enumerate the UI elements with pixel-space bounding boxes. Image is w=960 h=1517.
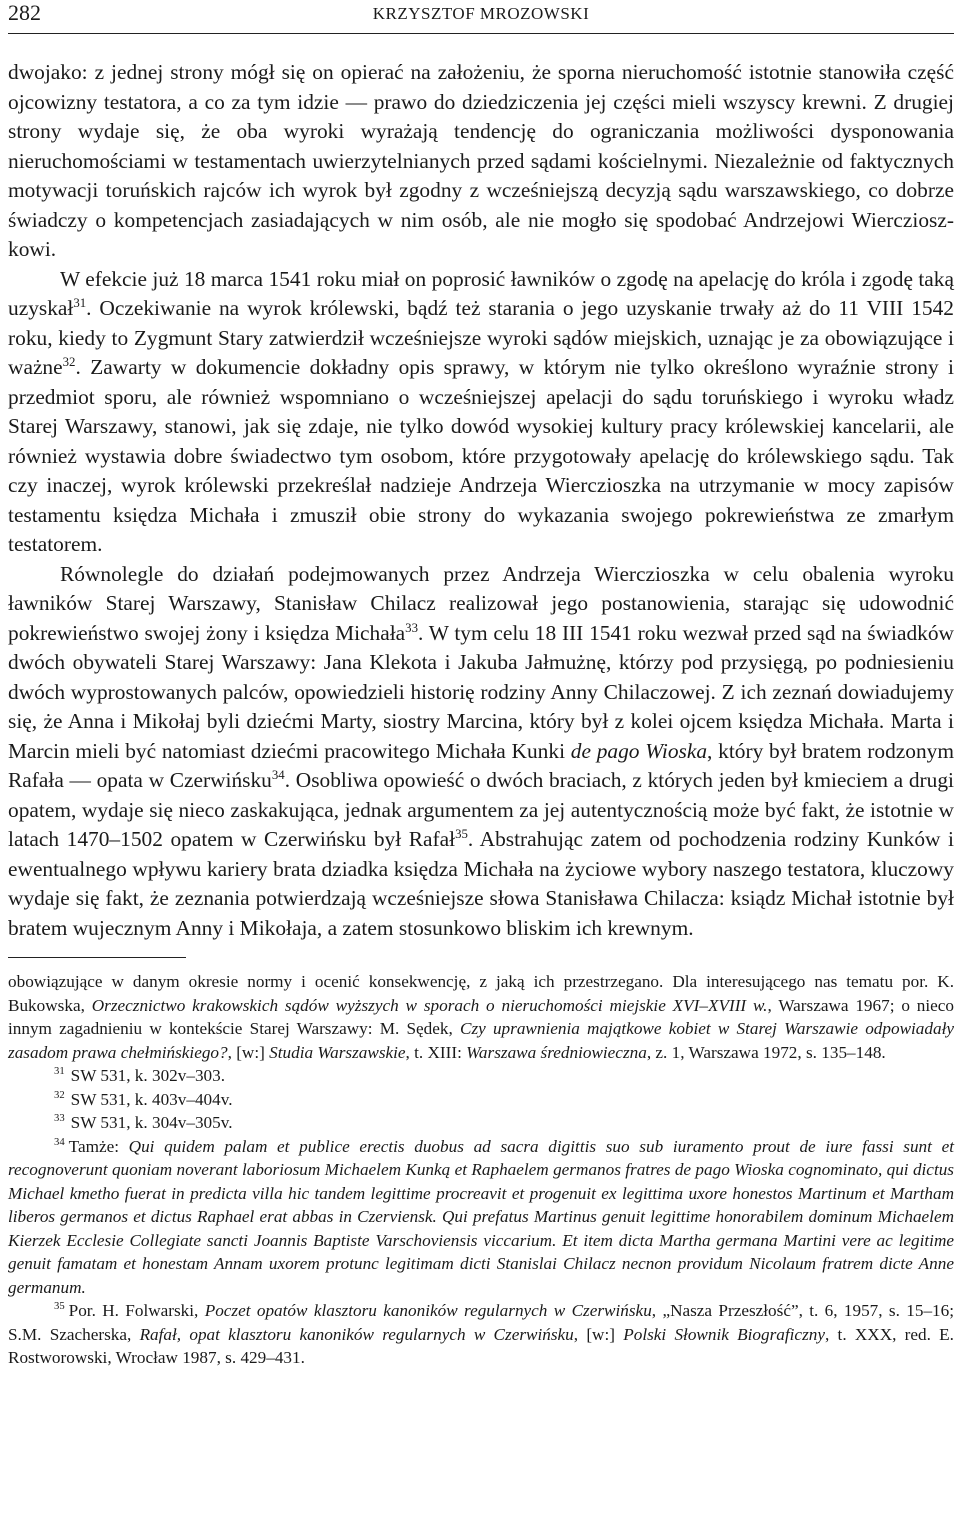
footnote-35-italic-2: Rafał, opat klasztoru kanoników regularnych w Czerwińsku <box>139 1324 574 1344</box>
footnote-32-number: 32 <box>54 1089 65 1101</box>
footnote-34 <box>8 1135 954 1300</box>
footnote-32 <box>8 1088 954 1112</box>
paragraph-3-text-1: Równolegle do działań podejmowanych przez Andrzeja Wierczioszka w celu obalenia wyroku ławników Starej Warszawy, Stanisław Chilacz realizował jego postanowienia, starając się udowodnić pokrewieństwo swojej żony i księdza Michała <box>8 561 954 645</box>
paragraph-3-text-5: . Abstrahując zatem od pochodzenia rodziny Kunków i ewentualnego wpływu kariery brata dziadka księdza Michała na życiowe wybory naszego testatora, kluczowy wydaje się fakt, że zeznania potwierdzają wcześniejsze słowa Stanisława Chilacza: ksiądz Michał istotnie był bratem wujecznym Anny i Mikołaja, a zatem stosunkowo bliskim ich krewnym. <box>8 827 954 940</box>
paragraph-1 <box>8 58 954 265</box>
page-number: 282 <box>8 0 41 25</box>
footnote-ref-31[interactable]: 31 <box>73 295 87 310</box>
footnote-31-text: SW 531, k. 302v–303. <box>70 1066 226 1085</box>
footnote-ref-32[interactable]: 32 <box>62 354 76 369</box>
main-text <box>8 58 954 943</box>
paragraph-3-italic: de pago Wioska <box>570 738 708 763</box>
footnote-33 <box>8 1111 954 1135</box>
footnote-35-text-4: , t. XXX, red. E. Rostworowski, Wrocław 1987, s. 429–431. <box>8 1324 954 1367</box>
footnote-31 <box>8 1064 954 1088</box>
footnotes <box>8 970 954 1370</box>
footnote-31-number: 31 <box>54 1066 65 1078</box>
footnote-cont-text-1: obowiązujące w danym okresie normy i ocenić konsekwencję, z jaką ich przestrzegano. Dla interesującego nas tematu por. K. Bukowska, <box>8 972 954 1015</box>
footnote-ref-35[interactable]: 35 <box>455 826 468 841</box>
footnote-35 <box>8 1299 954 1370</box>
paragraph-1-text: dwojako: z jednej strony mógł się on opierać na założeniu, że sporna nieruchomość istotnie stanowiła część ojcowizny testatora, a co za tym idzie — prawo do dziedziczenia jej części mieli wszyscy krewni. Z drugiej strony wydaje się, że oba wyroki wyrażają tendencję do ograniczania możliwości dysponowania nieruchomościami w testamentach uwierzytelnianych przed sądami kościelnymi. Niezależnie od faktycznych motywacji toruńskich rajców ich wyrok był zgodny z wcześniejszą decyzją sądu warszawskiego, co dobrze świadczy o kompetencjach zasiadających w nim osób, ale nie mogło się spodobać Andrzejowi Wierczioszkowi. <box>8 60 954 261</box>
footnote-continued <box>8 970 954 1064</box>
footnote-ref-34[interactable]: 34 <box>271 767 285 782</box>
footnote-cont-italic-1: Orzecznictwo krakowskich sądów wyższych w sporach o nieruchomości miejskie XVI–XVIII w. <box>91 995 768 1015</box>
paragraph-3-text-3: , który był bratem rodzonym Rafała — opata w Czerwińsku <box>8 738 954 792</box>
footnote-35-italic-1: Poczet opatów klasztoru kanoników regularnych w Czerwińsku <box>204 1301 652 1320</box>
paragraph-3 <box>8 560 954 944</box>
footnote-33-number: 33 <box>54 1113 65 1125</box>
footnote-35-italic-3: Polski Słownik Biograficzny <box>623 1324 825 1344</box>
footnote-cont-text-2: , Warszawa 1967; o nieco innym zagadnieniu w kontekście Starej Warszawy: M. Sędek, <box>8 995 954 1038</box>
paragraph-2-text-3: . Zawarty w dokumencie dokładny opis sprawy, w którym nie tylko określono wyraźnie strony i przedmiot sporu, ale również wspomniano o wcześniejszej apelacji do sądu toruńskiego i wyroku władz Starej Warszawy, stanowi, jak się zdaje, nie tylko dowód wysokiej kultury pracy królewskiej kancelarii, ale również wystawia dobre świadectwo tym osobom, które przygotowały apelację do królewskiego sądu. Tak czy inaczej, wyrok królewski przekreślał nadzieje Andrzeja Wierczioszka na utrzymanie w mocy zapisów testamentu księdza Michała i zmusził obie strony do wykazania swojego pokrewieństwa ze zmarłym testatorem. <box>8 355 954 556</box>
footnote-35-number: 35 <box>54 1301 65 1313</box>
footnote-35-text-3: , [w:] <box>573 1324 624 1344</box>
footnote-cont-text-5: , z. 1, Warszawa 1972, s. 135–148. <box>646 1042 886 1062</box>
footnote-34-number: 34 <box>54 1136 65 1148</box>
paragraph-3-text-2: . W tym celu 18 III 1541 roku wezwał przed sąd na świadków dwóch obywateli Starej Warszawy: Jana Klekota i Jakuba Jałmużnę, którzy pod przysięgą, po podniesieniu dwóch wyprostowanych palców, opowiedzieli historię rodziny Anny Chilaczowej. Z ich zeznań dowiadujemy się, że Anna i Mikołaj byli dziećmi Marty, siostry Marcina, który był z kolei ojcem księdza Michała. Marta i Marcin mieli być natomiast dziećmi pracowitego Michała Kunki <box>8 620 954 763</box>
footnote-32-text: SW 531, k. 403v–404v. <box>70 1089 233 1109</box>
footnote-cont-text-4: , t. XIII: <box>405 1042 467 1062</box>
footnote-34-latin-quote: Qui quidem palam et publice erectis duobus ad sacra digittis suo sub iuramento prout de iure fassi sunt et recognoverunt quoniam noverant laboriosum Michaelem Kunką et Raphaelem germanos fratres de pago Wioska cognominato, qui dictus Michael kmetho fuerat in predicta villa hic tandem legittime procreavit et progenuit ex legittima uxore honestos Martinum et Martham liberos germanos et dictus Raphael erat abbas in Czerviensk. Qui prefatus Martinus genuit legittime honorabilem dominum Michaelem Kierzek Ecclesie Collegiate sancti Joannis Baptiste Varschoviensis viccarium. Et item dicta Martha germana Martini vere ac legitime genuit famatam et honestam Annam uxorem protunc legitimam dicti Stanislai Chilacz necnon providum Nicolaum fratrem dicte Anne germanum. <box>8 1136 955 1297</box>
page-header <box>8 0 954 34</box>
footnote-cont-italic-2: Czy uprawnienia majątkowe kobiet w Starej Warszawie odpowiadały zasadom prawa chełmińskiego? <box>8 1019 954 1062</box>
footnote-ref-33[interactable]: 33 <box>405 620 418 635</box>
running-head: KRZYSZTOF MROZOWSKI <box>372 4 590 23</box>
footnote-separator <box>8 957 186 958</box>
paragraph-3-text-4: . Osobliwa opowieść o dwóch braciach, z których jeden był kmieciem a drugi opatem, wydaje się nieco zaskakująca, jednak argumentem za jej autentycznością może być fakt, że istotnie w latach 1470–1502 opatem w Czerwińsku był Rafał <box>8 768 954 851</box>
footnote-34-text: Tamże: <box>68 1136 129 1156</box>
footnote-cont-italic-4: Warszawa średniowieczna <box>466 1042 647 1062</box>
footnote-35-text-2: , „Nasza Przeszłość”, t. 6, 1957, s. 15–16; S.M. Szacherska, <box>8 1301 955 1344</box>
footnote-cont-text-3: , [w:] <box>227 1042 270 1062</box>
paragraph-2-text-1: W efekcie już 18 marca 1541 roku miał on poprosić ławników o zgodę na apelację do króla i zgodę taką uzyskał <box>8 266 954 320</box>
footnote-cont-italic-3: Studia Warszawskie <box>269 1042 406 1062</box>
footnote-35-text-1: Por. H. Folwarski, <box>68 1301 205 1320</box>
paragraph-2-text-2: . Oczekiwanie na wyrok królewski, bądź też starania o jego uzyskanie trwały aż do 11 VIII 1542 roku, kiedy to Zygmunt Stary zatwierdził wcześniejsze wyroki sądów miejskich, uznając je za obowiązujące i ważne <box>8 296 954 379</box>
paragraph-2 <box>8 265 954 560</box>
footnote-33-text: SW 531, k. 304v–305v. <box>70 1113 233 1132</box>
